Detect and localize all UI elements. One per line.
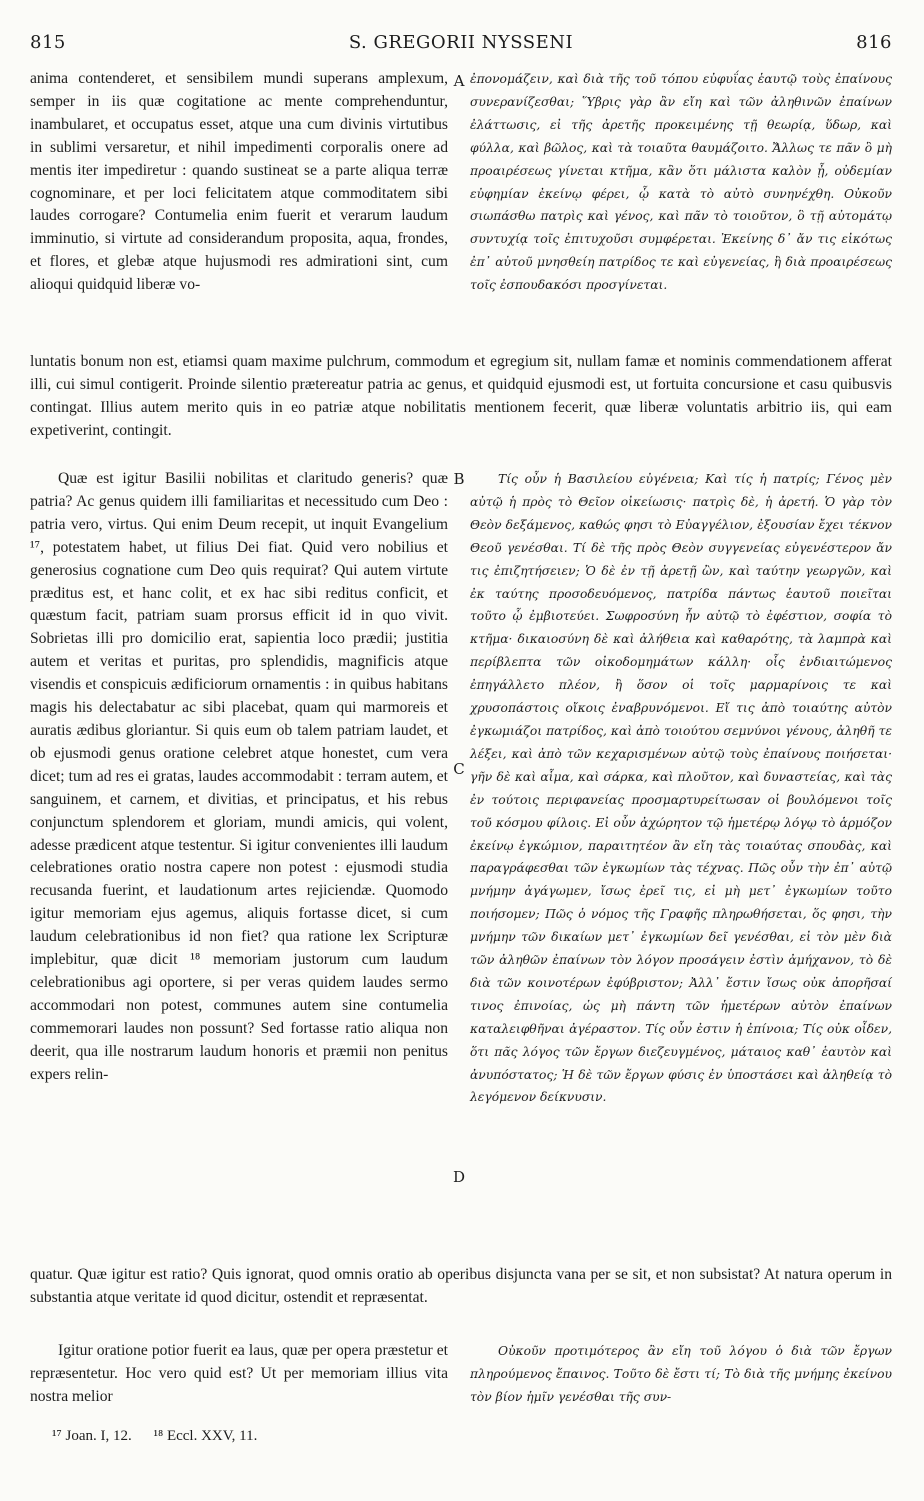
section-1-full-width [30, 351, 892, 443]
section-3-columns [30, 1340, 892, 1420]
latin-paragraph: Quæ est igitur Basilii nobilitas et claritudo generis? quæ patria? Ac genus quidem illi familiaritas et necessitudo cum Deo : patria vero, virtus. Qui enim Deum recepit, ut inquit Evangelium ¹⁷, potestatem habet, ut filius Dei fiat. Quid vero nobilius et generosius cognatione cum Deo quis requirat? Qui autem virtute præditus est, et hanc colit, et ex hac sibi reditus conficit, et quæstum facit, patriam suam prorsus efficit id in quo vivit. Sobrietas illi pro domicilio erat, sapientia loco prædii; justitia autem et veritas et puritas, pro splendidis, magnificis atque visendis et conspicuis ædificiorum ornamentis : in quibus habitans magis his delectabatur ac sibi placebat, quam qui marmoreis et auratis ædibus gloriantur. Si quis eum ob talem patriam laudet, et ob ejusmodi genus oratione celebret atque honestet, cum vera dicet; tum ad res ei gratas, laudes accommodabit : terram autem, et sanguinem, et carnem, et divitias, et principatus, et his rebus conjunctum splendorem et gloriam, mundi amicis, qui volent, adesse prædicent atque testentur. Si igitur convenientes illi laudum celebrationes oratio nostra capere non potest : ejusmodi studia recusanda fuerint, et laudationum artes rejiciendæ. Quomodo igitur memoriam ejus agemus, aliquis fortasse dicet, si cum laudum celebrationibus id non fiet? qua ratione lex Scripturæ implebitur, quæ dicit ¹⁸ memoriam justorum cum laudum celebrationibus agi oportere, si per veras quidem laudes sermo accommodari non potest, communes autem sine contumelia commemorari laudes non possunt? Sed fortasse ratio aliqua non deerit, qua ille nostrarum laudum honoris et præmii non penitus expers relin- [30, 470, 448, 1083]
latin-column [30, 68, 448, 297]
greek-column [470, 468, 892, 1109]
section-2-full-width [30, 1264, 892, 1310]
latin-column [30, 468, 448, 1086]
marginal-marker-b: B [453, 470, 465, 488]
marginal-marker-c: C [453, 760, 465, 778]
greek-column [470, 1340, 892, 1409]
section-2-columns [30, 468, 892, 1258]
greek-paragraph: ἐπονομάζειν, καὶ διὰ τῆς τοῦ τόπου εὐφυΐας ἑαυτῷ τοὺς ἐπαίνους συνερανίζεσθαι; Ὕβρις γὰρ ἂν εἴη καὶ τῶν ἀληθινῶν ἐπαίνων ἐλάττωσις, εἰ τῆς ἀρετῆς προκειμένης τῇ θεωρίᾳ, ὕδωρ, καὶ φύλλα, καὶ βῶλος, καὶ τὰ τοιαῦτα θαυμάζοιτο. Ἄλλως τε πᾶν ὃ μὴ προαιρέσεως γίνεται κτῆμα, κἂν ὅτι μάλιστα καλὸν ᾖ, οὐδεμίαν εὐφημίαν ἐκείνῳ φέρει, ᾧ κατὰ τὸ αὐτὸ συνηνέχθη. Οὐκοῦν σιωπάσθω πατρὶς καὶ γένος, καὶ πᾶν τὸ τοιοῦτον, ὃ τῇ αὐτομάτῳ συντυχίᾳ τοῖς ἐπιτυχοῦσι συμφέρεται. Ἐκείνης δ᾽ ἄν τις εἰκότως ἐπ᾽ αὐτοῦ μνησθείη πατρίδος τε καὶ εὐγενείας, ἣ διὰ προαιρέσεως τοῖς ἐσπουδακόσι προσγίνεται. [470, 72, 892, 293]
latin-column [30, 1340, 448, 1409]
marginal-marker-d: D [452, 1168, 466, 1186]
latin-paragraph: anima contenderet, et sensibilem mundi superans amplexum, semper in iis quæ cogitatione ac mente comprehenduntur, inambularet, et occupatus esset, atque una cum divinis virtutibus in sublimi versaretur, et nihil impedimenti corporalis onere ad mentis iter impediretur : quando sustineat se a parte aliqua terræ cognominare, et per loci felicitatem atque commoditatem sibi laudes corrogare? Contumelia enim fuerit et verarum laudum imminutio, si virtute ad considerandum proposita, aqua, frondes, et flores, et glebæ atque hujusmodi res admirationi sint, cum alioqui quidquid liberæ vo- [30, 70, 448, 294]
latin-paragraph: Igitur oratione potior fuerit ea laus, quæ per opera præstetur et repræsentetur. Hoc vero quid est? Ut per memoriam illius vita nostra melior [30, 1342, 448, 1405]
marginal-marker-a: A [453, 72, 465, 90]
footnote-17: ¹⁷ Joan. I, 12. [52, 1428, 132, 1444]
running-title: S. GREGORII NYSSENI [348, 32, 574, 53]
greek-paragraph: Οὐκοῦν προτιμότερος ἂν εἴη τοῦ λόγου ὁ διὰ τῶν ἔργων πληρούμενος ἔπαινος. Τοῦτο δὲ ἔστι τί; Τὸ διὰ τῆς μνήμης ἐκείνου τὸν βίον ἡμῖν γενέσθαι τῆς συν- [470, 1344, 892, 1404]
footnotes [52, 1428, 275, 1445]
left-page-number: 815 [30, 32, 66, 53]
latin-full-width-paragraph: luntatis bonum non est, etiamsi quam maxime pulchrum, commodum et egregium sit, nullam famæ et nominis commendationem afferat illi, cui simul contigerit. Proinde silentio prætereatur patria ac genus, et quidquid ejusmodi est, ut fortuita concursione et casu quibusvis contingat. Illius autem merito quis in eo patriæ atque nobilitatis mentionem fecerit, quæ liberæ voluntatis arbitrio iis, qui eam expetiverint, contingit. [30, 353, 892, 439]
latin-full-width-paragraph: quatur. Quæ igitur est ratio? Quis ignorat, quod omnis oratio ab operibus disjuncta vana per se sit, et non subsistat? At natura operum in substantia atque veritate id quod dicitur, ostendit et repræsentat. [30, 1266, 892, 1306]
running-header [30, 28, 892, 62]
footnote-18: ¹⁸ Eccl. XXV, 11. [153, 1428, 258, 1444]
greek-paragraph: Τίς οὖν ἡ Βασιλείου εὐγένεια; Καὶ τίς ἡ πατρίς; Γένος μὲν αὐτῷ ἡ πρὸς τὸ Θεῖον οἰκείωσις· πατρὶς δὲ, ἡ ἀρετή. Ὁ γὰρ τὸν Θεὸν δεξάμενος, καθώς φησι τὸ Εὐαγγέλιον, ἐξουσίαν ἔχει τέκνον Θεοῦ γενέσθαι. Τί δὲ τῆς πρὸς Θεὸν συγγενείας εὐγενέστερον ἄν τις ἐπιζητήσειεν; Ὁ δὲ ἐν τῇ ἀρετῇ ὢν, καὶ ταύτην γεωργῶν, καὶ ἐκ ταύτης προσοδευόμενος, πατρίδα πάντως ἑαυτοῦ ποιεῖται τοῦτο ᾧ ἐμβιοτεύει. Σωφροσύνη ἦν αὐτῷ τὸ ἐφέστιον, σοφία τὸ κτῆμα· δικαιοσύνη δὲ καὶ ἀλήθεια καὶ καθαρότης, τὰ λαμπρὰ καὶ περίβλεπτα τῶν οἰκοδομημάτων κάλλη· οἷς ἐνδιαιτώμενος ἐπηγάλλετο πλέον, ἢ ὅσον οἱ τοῖς μαρμαρίνοις τε καὶ χρυσοπάστοις οἴκοις ἐναβρυνόμενοι. Εἴ τις ἀπὸ τοιαύτης αὐτὸν ἐγκωμιάζοι πατρίδος, καὶ ἀπὸ τοιούτου σεμνύνοι γένους, ἀληθῆ τε λέξει, καὶ ἀπὸ τῶν κεχαρισμένων αὐτῷ τοὺς ἐπαίνους ποιήσεται· γῆν δὲ καὶ αἷμα, καὶ σάρκα, καὶ πλοῦτον, καὶ δυναστείας, καὶ τὰς ἐν τούτοις περιφανείας προσμαρτυρείτωσαν οἱ βουλόμενοι τοῖς τοῦ κόσμου φίλοις. Εἰ οὖν ἀχώρητον τῷ ἡμετέρῳ λόγῳ τὸ ἁρμόζον ἐκείνῳ ἐγκώμιον, παραιτητέον ἂν εἴη τὰς τοιαύτας σπουδὰς, καὶ παραγράφεσθαι τῶν ἐγκωμίων τὰς τέχνας. Πῶς οὖν τὴν ἐπ᾽ αὐτῷ μνήμην ἀγάγωμεν, ἴσως ἐρεῖ τις, εἰ μὴ μετ᾽ ἐγκωμίων τοῦτο ποιήσομεν; Πῶς ὁ νόμος τῆς Γραφῆς πληρωθήσεται, ὅς φησι, τὴν μνήμην τῶν δικαίων μετ᾽ ἐγκωμίων δεῖ γενέσθαι, εἰ τὸν μὲν διὰ τῶν ἀληθῶν ἐπαίνων τὸν λόγον προσάγειν ἐστὶν ἀμήχανον, τὸ δὲ διὰ τῶν κοινοτέρων ἐφύβριστον; Ἀλλ᾽ ἔστιν ἴσως οὐκ ἀπορῆσαί τινος ἐπινοίας, ὡς μὴ πάντη τῶν ἡμετέρων αὐτὸν ἐπαίνων καταλειφθῆναι ἀγέραστον. Τίς οὖν ἐστιν ἡ ἐπίνοια; Τίς οὐκ οἶδεν, ὅτι πᾶς λόγος τῶν ἔργων διεζευγμένος, μάταιος καθ᾽ ἑαυτὸν καὶ ἀνυπόστατος; Ἡ δὲ τῶν ἔργων φύσις ἐν ὑποστάσει καὶ ἀληθείᾳ τὸ λεγόμενον δείκνυσιν. [470, 472, 892, 1105]
page [30, 28, 892, 1478]
greek-column [470, 68, 892, 297]
right-page-number: 816 [856, 32, 892, 53]
section-1-columns [30, 68, 892, 348]
